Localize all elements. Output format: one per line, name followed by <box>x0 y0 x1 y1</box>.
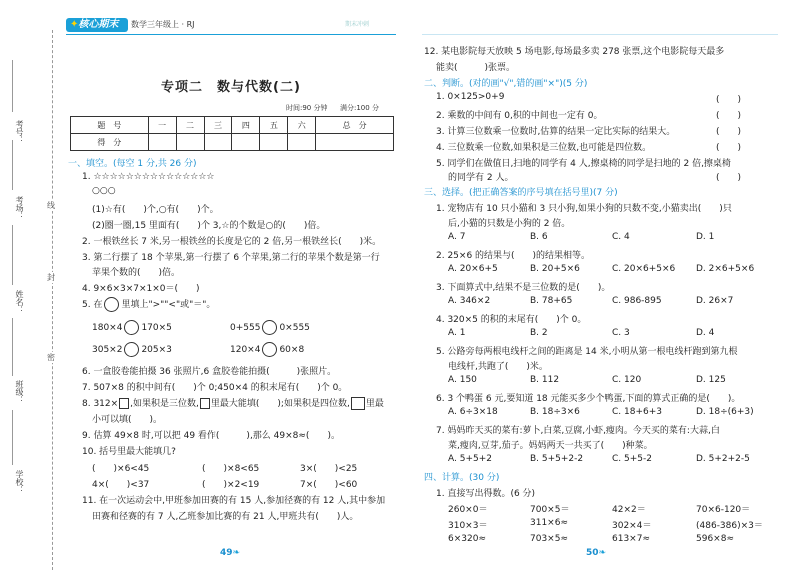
q4: 4. 9×6×3×7×1×0＝( ) <box>82 284 200 294</box>
exam-full-score: 满分:100 分 <box>340 104 379 112</box>
binding-dashed-line <box>52 30 53 570</box>
digit-box[interactable] <box>200 398 210 409</box>
q10-item-3: 3×( )<25 <box>300 464 358 474</box>
q2: 2. 一根铁丝长 7 米,另一根铁丝的长度是它的 2 倍,另一根铁丝长( )米。 <box>82 237 382 247</box>
q11-line1: 11. 在一次运动会中,甲班参加田赛的有 15 人,参加径赛的有 12 人,其中参加 <box>82 496 386 506</box>
calc-item[interactable]: 311×6≈ <box>530 518 568 528</box>
judge-5-answer[interactable]: ( ) <box>716 173 742 183</box>
q6: 6. 一盒胶卷能拍摄 36 张照片,6 盒胶卷能拍摄( )张照片。 <box>82 367 337 377</box>
choice-4-option-d[interactable]: D. 4 <box>696 328 715 338</box>
binding-mark-line: 线 <box>47 201 55 210</box>
choice-7-line1: 7. 妈妈昨天买的菜有:萝卜,白菜,豆腐,小虾,瘦肉。今天买的菜有:大蒜,白 <box>436 426 720 436</box>
q5-compare-4: 120×4 60×8 <box>230 342 304 357</box>
q10-item-2: ( )×8<65 <box>202 464 260 474</box>
strip-label-exam-room: 考场： <box>15 196 24 220</box>
judge-2-answer[interactable]: ( ) <box>716 111 742 121</box>
q12-line2: 能卖( )张票。 <box>436 63 516 73</box>
q3-line1: 3. 第二行摆了 18 个苹果,第一行摆了 6 个苹果,第二行的苹果个数是第一行 <box>82 253 380 263</box>
choice-4: 4. 320×5 的积的末尾有( )个 0。 <box>436 315 587 325</box>
choice-5-option-d[interactable]: D. 125 <box>696 375 726 385</box>
q12-line1: 12. 某电影院每天放映 5 场电影,每场最多卖 278 张票,这个电影院每天最多 <box>424 47 725 57</box>
choice-2-option-b[interactable]: B. 20+5×6 <box>530 264 580 274</box>
choice-6-option-b[interactable]: B. 18÷3×6 <box>530 407 580 417</box>
q1-circles: ○○○ <box>92 186 116 196</box>
choice-2-option-d[interactable]: D. 2×6+5×6 <box>696 264 755 274</box>
choice-5-line2: 电线杆,共跑了( )米。 <box>448 362 548 372</box>
calc-item[interactable]: 596×8≈ <box>696 534 734 544</box>
strip-label-name: 姓名： <box>15 290 24 314</box>
choice-1-option-d[interactable]: D. 1 <box>696 232 715 242</box>
choice-6: 6. 3 个鸭蛋 6 元,要知道 18 元能买多少个鸭蛋,下面的算式正确的是( )。 <box>436 394 741 404</box>
q11-line2: 田赛和径赛的有 7 人,乙班参加比赛的有 21 人,甲班共有( )人。 <box>92 512 359 522</box>
section-judge: 二、判断。(对的画"√",错的画"×")(5 分) <box>424 79 588 89</box>
judge-1-answer[interactable]: ( ) <box>716 95 742 105</box>
digit-box[interactable] <box>119 398 129 409</box>
choice-6-option-a[interactable]: A. 6÷3×18 <box>448 407 498 417</box>
score-table-header-row: 题 号 一 二 三 四 五 六 总 分 <box>71 117 394 134</box>
choice-7-option-d[interactable]: D. 5+2+2-5 <box>696 454 750 464</box>
choice-5-option-a[interactable]: A. 150 <box>448 375 477 385</box>
choice-3-option-c[interactable]: C. 986-895 <box>612 296 662 306</box>
calc-item[interactable]: (486-386)×3＝ <box>696 521 763 531</box>
choice-6-option-d[interactable]: D. 18÷(6+3) <box>696 407 754 417</box>
header-rule-left <box>66 34 396 35</box>
top-right-tag: 期末冲刺 <box>345 21 370 28</box>
choice-7-option-c[interactable]: C. 5+5-2 <box>612 454 652 464</box>
choice-1-option-b[interactable]: B. 6 <box>530 232 548 242</box>
choice-4-option-c[interactable]: C. 3 <box>612 328 630 338</box>
q1-stars: 1. ☆☆☆☆☆☆☆☆☆☆☆☆☆☆☆ <box>82 172 215 182</box>
choice-7-line2: 菜,瘦肉,豆芽,茄子。妈妈两天一共买了( )种菜。 <box>448 441 653 451</box>
choice-3-option-d[interactable]: D. 26×7 <box>696 296 734 306</box>
choice-2-option-a[interactable]: A. 20×6+5 <box>448 264 498 274</box>
choice-1-option-a[interactable]: A. 7 <box>448 232 466 242</box>
strip-label-school: 学校： <box>15 470 24 494</box>
section-choice: 三、选择。(把正确答案的序号填在括号里)(7 分) <box>424 188 618 198</box>
choice-6-option-c[interactable]: C. 18+6+3 <box>612 407 662 417</box>
choice-5-line1: 5. 公路旁每两根电线杆之间的距离是 14 米,小明从第一根电线杆跑到第九根 <box>436 347 738 357</box>
q1-part1: (1)☆有( )个,○有( )个。 <box>92 205 219 215</box>
calc-item[interactable]: 6×320≈ <box>448 534 486 544</box>
calc-item[interactable]: 310×3＝ <box>448 521 488 531</box>
q10-item-5: ( )×2<19 <box>202 480 260 490</box>
choice-1-option-c[interactable]: C. 4 <box>612 232 630 242</box>
comparison-circle[interactable] <box>124 320 139 335</box>
comparison-circle[interactable] <box>262 320 277 335</box>
q8-line2: 小可以填( )。 <box>92 415 163 425</box>
score-table-score-row: 得 分 <box>71 134 394 151</box>
section-calculation: 四、计算。(30 分) <box>424 473 500 483</box>
choice-2: 2. 25×6 的结果与( )的结果相等。 <box>436 251 591 261</box>
q5-compare-3: 305×2 205×3 <box>92 342 172 357</box>
binding-mark-seal: 封 <box>47 273 55 282</box>
choice-4-option-b[interactable]: B. 2 <box>530 328 548 338</box>
choice-4-option-a[interactable]: A. 1 <box>448 328 466 338</box>
calc-item[interactable]: 70×6-120＝ <box>696 505 751 515</box>
q5-instruction: 5. 在 里填上">""<"或"＝"。 <box>82 297 215 312</box>
comparison-circle[interactable] <box>124 342 139 357</box>
q9: 9. 估算 49×8 时,可以把 49 看作( ),那么 49×8≈( )。 <box>82 431 340 441</box>
comparison-circle[interactable] <box>104 297 119 312</box>
judge-3: 3. 计算三位数乘一位数时,估算的结果一定比实际的结果大。 <box>436 127 676 137</box>
choice-7-option-a[interactable]: A. 5+5+2 <box>448 454 492 464</box>
binding-mark-secret: 密 <box>47 353 55 362</box>
q10-item-1: ( )×6<45 <box>92 464 150 474</box>
calc-item[interactable]: 700×5＝ <box>530 505 570 515</box>
brand-logo: ✦核心期末 <box>66 18 128 32</box>
binding-strip <box>0 0 62 585</box>
strip-label-class: 班级： <box>15 380 24 404</box>
page-title: 专项二 数与代数(二) <box>161 80 301 95</box>
choice-3-option-a[interactable]: A. 346×2 <box>448 296 491 306</box>
choice-1-line1: 1. 宠物店有 10 只小猫和 3 只小狗,如果小狗的只数不变,小猫卖出( )只 <box>436 204 732 214</box>
calc-item[interactable]: 260×0＝ <box>448 505 488 515</box>
calc-item[interactable]: 613×7≈ <box>612 534 650 544</box>
q7: 7. 507×8 的积中间有( )个 0;450×4 的积末尾有( )个 0。 <box>82 383 348 393</box>
score-table <box>70 116 394 151</box>
judge-5-line2: 的同学有 2 人。 <box>448 173 514 183</box>
choice-3-option-b[interactable]: B. 78+65 <box>530 296 573 306</box>
judge-3-answer[interactable]: ( ) <box>716 127 742 137</box>
judge-2: 2. 乘数的中间有 0,积的中间也一定有 0。 <box>436 111 603 121</box>
choice-3: 3. 下面算式中,结果不是三位数的是( )。 <box>436 283 611 293</box>
judge-4-answer[interactable]: ( ) <box>716 143 742 153</box>
calc-item[interactable]: 302×4＝ <box>612 521 652 531</box>
calc-instruction: 1. 直接写出得数。(6 分) <box>436 489 536 499</box>
digit-box[interactable] <box>351 397 365 410</box>
strip-label-exam-no: 考号： <box>15 120 24 144</box>
choice-2-option-c[interactable]: C. 20×6+5×6 <box>612 264 676 274</box>
q5-compare-1: 180×4 170×5 <box>92 320 172 335</box>
q10: 10. 括号里最大能填几? <box>82 447 176 457</box>
judge-4: 4. 三位数乘一位数,如果积是三位数,也可能是四位数。 <box>436 143 652 153</box>
section-fill-blank: 一、填空。(每空 1 分,共 26 分) <box>68 159 197 169</box>
comparison-circle[interactable] <box>262 342 277 357</box>
q3-line2: 苹果个数的( )倍。 <box>92 268 181 278</box>
choice-5-option-c[interactable]: C. 120 <box>612 375 642 385</box>
judge-1: 1. 0×125>0+9 <box>436 92 505 102</box>
q5-compare-2: 0+555 0×555 <box>230 320 310 335</box>
q10-item-4: 4×( )<37 <box>92 480 150 490</box>
choice-7-option-b[interactable]: B. 5+5+2-2 <box>530 454 584 464</box>
exam-time: 时间:90 分钟 <box>286 104 328 112</box>
q10-item-6: 7×( )<60 <box>300 480 358 490</box>
page-number-left: 49❧ <box>220 548 241 558</box>
subject-label: 数学三年级上 · RJ <box>131 20 195 29</box>
header-rule-right <box>422 34 778 35</box>
q1-part2: (2)圈一圈,15 里面有( )个 3,☆的个数是○的( )倍。 <box>92 221 326 231</box>
q8-line1: 8. 312× ,如果积是三位数, 里最大能填( );如果积是四位数, 里最 <box>82 399 384 409</box>
calc-item[interactable]: 703×5≈ <box>530 534 568 544</box>
choice-1-line2: 后,小猫的只数是小狗的 2 倍。 <box>448 219 571 229</box>
judge-5-line1: 5. 同学们在做值日,扫地的同学有 4 人,擦桌椅的同学是扫地的 2 倍,擦桌椅 <box>436 159 731 169</box>
choice-5-option-b[interactable]: B. 112 <box>530 375 560 385</box>
page-number-right: 50❧ <box>586 548 607 558</box>
calc-item[interactable]: 42×2＝ <box>612 505 646 515</box>
